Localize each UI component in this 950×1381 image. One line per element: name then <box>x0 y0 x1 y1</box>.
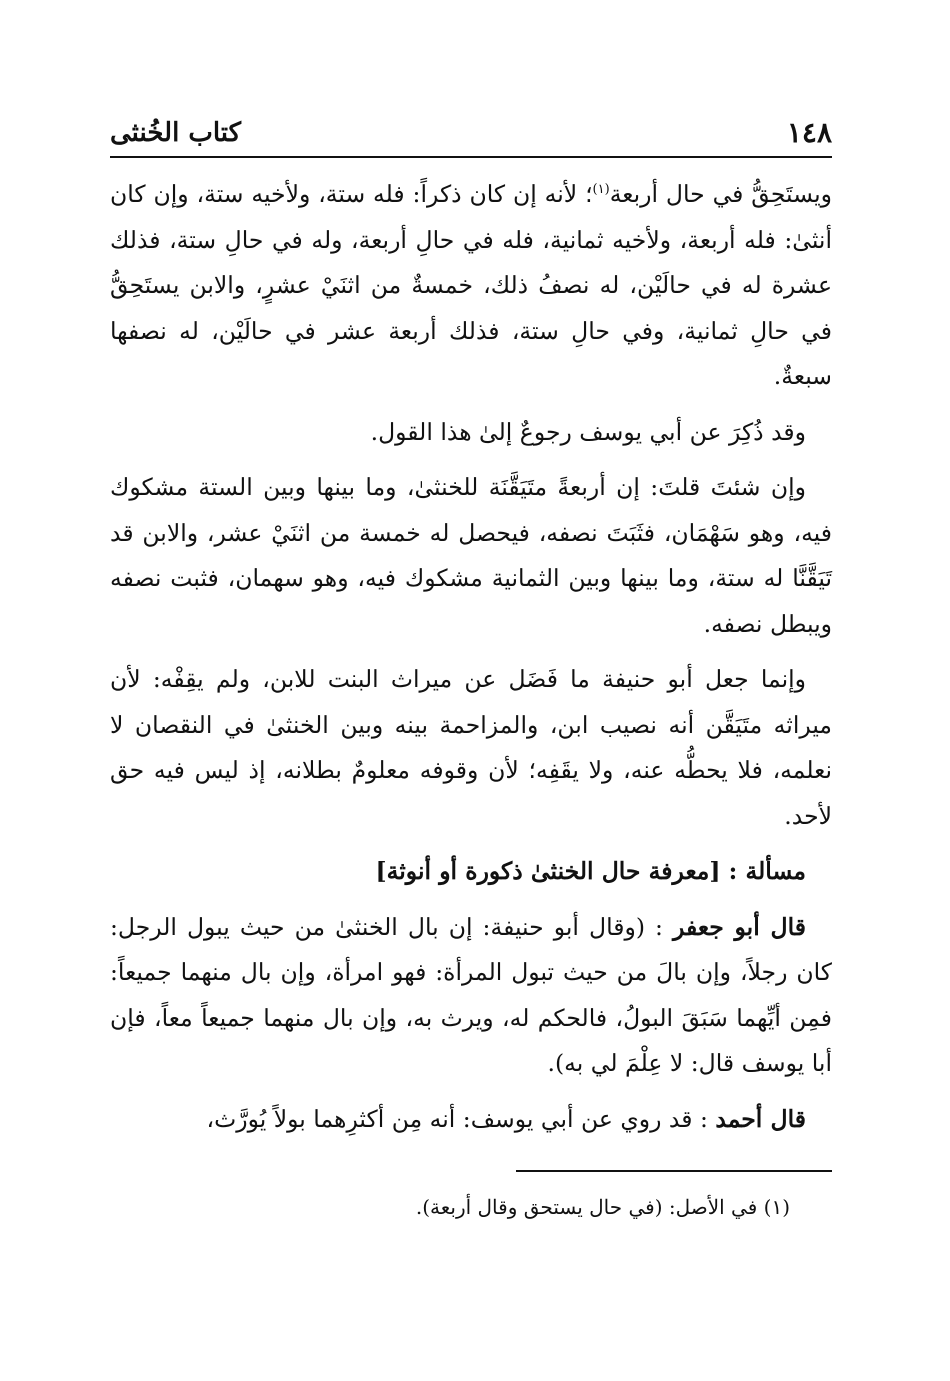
section-heading: مسألة : [معرفة حال الخنثىٰ ذكورة أو أنوثة] <box>375 857 806 885</box>
paragraph-1-text-a: ويستَحِقُّ في حال أربعة <box>609 180 832 208</box>
paragraph-6-lead: قال أحمد <box>715 1104 806 1133</box>
footnote-marker: (١) <box>592 182 610 198</box>
paragraph-3: وإن شئتَ قلتَ: إن أربعةً متَيَقَّنَة للخنثىٰ، وما بينها وبين الستة مشكوك فيه، وهو سَهْمَان، فثَبَتَ نصفه، فيحصل له خمسة من اثنَيْ عشر، والابن قد تَيَقَّنَّا له ستة، وما بينها وبين الثمانية مشكوك فيه، وهو سهمان، فثبت نصفه ويبطل نصفه. <box>110 473 832 638</box>
paragraph-6-text: : قد روي عن أبي يوسف: أنه مِن أكثرِهما بولاً يُورَّث، <box>206 1104 716 1133</box>
page-number: ١٤٨ <box>786 116 832 149</box>
footnote: (١) في الأصل: (في حال يستحق وقال أربعة). <box>415 1195 790 1219</box>
main-text <box>110 172 832 1146</box>
paragraph-1 <box>110 172 832 400</box>
running-title: كتاب الخُنثى <box>110 118 241 148</box>
paragraph-4: وإنما جعل أبو حنيفة ما فَضَل عن ميراث البنت للابن، ولم يقِفْه: لأن ميراثه متَيَقَّن أنه نصيب ابن، والمزاحمة بينه وبين الخنثىٰ في النقصان لا نعلمه، فلا يحطُّه عنه، ولا يقَفِه؛ لأن وقوفه معلومٌ بطلانه، إذ ليس فيه حق لأحد. <box>110 665 832 830</box>
paragraph-1-text-b: ؛ لأنه إن كان ذكراً: فله ستة، ولأخيه ستة، وإن كان أنثىٰ: فله أربعة، ولأخيه ثمانية، فله في حالِ أربعة، وله في حالِ ستة، فذلك عشرة له في حالَيْن، له نصفُ ذلك، خمسةٌ من اثنَيْ عشرٍ، والابن يستَحِقُّ في حالِ ثمانية، وفي حالِ ستة، فذلك أربعة عشر في حالَيْن، له نصفها سبعةٌ. <box>110 180 832 390</box>
footnote-divider <box>516 1170 832 1172</box>
paragraph-2: وقد ذُكِرَ عن أبي يوسف رجوعٌ إلىٰ هذا القول. <box>370 417 806 446</box>
paragraph-5-lead: قال أبو جعفر <box>673 912 806 941</box>
paragraph-6 <box>110 1097 832 1143</box>
paragraph-5 <box>110 905 832 1087</box>
page-header <box>110 104 832 158</box>
paragraph-5-text: : (وقال أبو حنيفة: إن بال الخنثىٰ من حيث يبول الرجل: كان رجلاً، وإن بالَ من حيث تبول المرأة: فهو امرأة، وإن بال منهما جميعاً: فمِن أيِّهما سَبَقَ البولُ، فالحكم له، ويرث به، وإن بال منهما جميعاً معاً، فإن أبا يوسف قال: لا عِلْمَ لي به). <box>110 912 832 1077</box>
